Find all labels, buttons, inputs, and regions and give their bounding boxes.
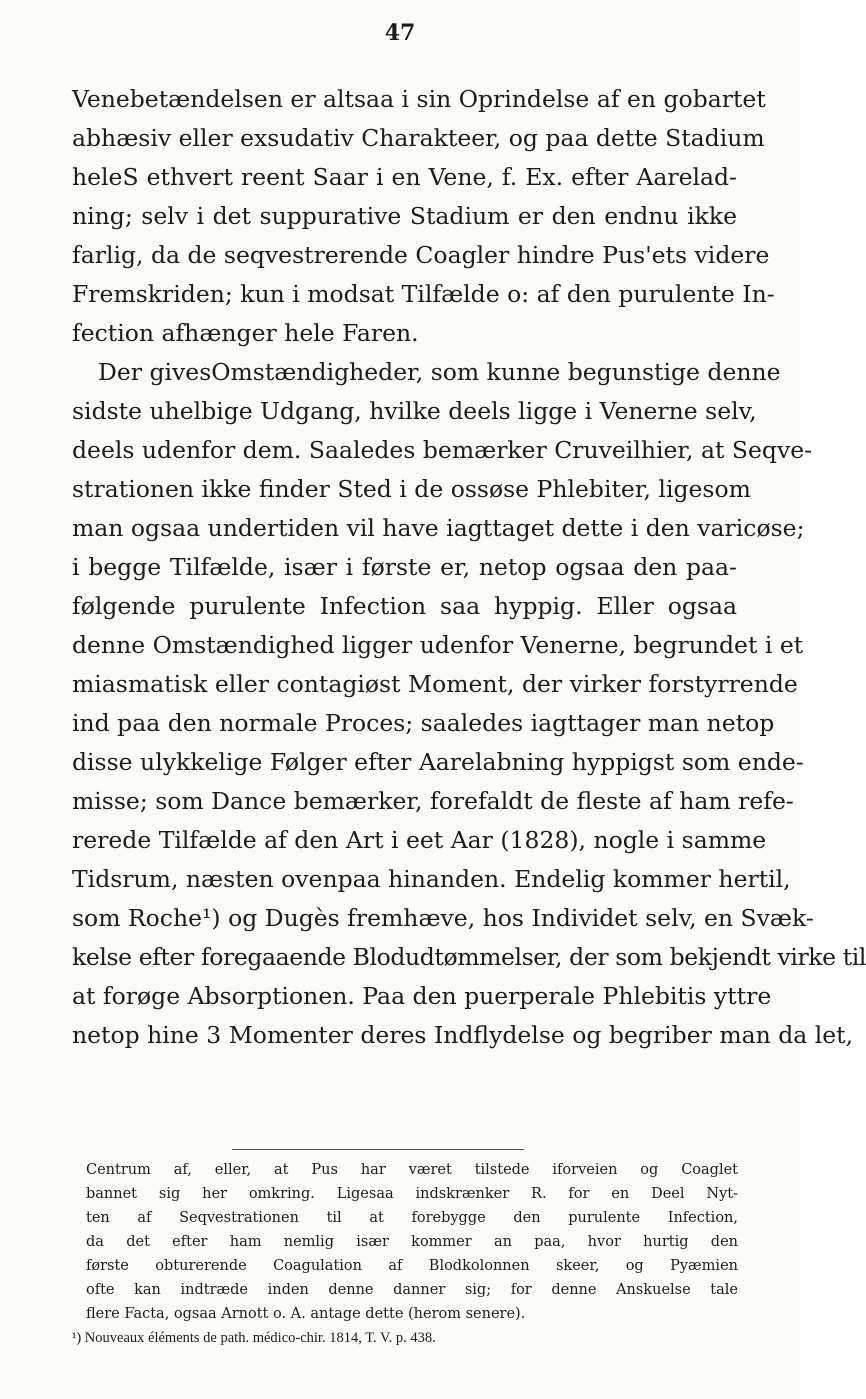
footnote-line: da det efter ham nemlig især kommer an paa, hvor hurtig den — [86, 1234, 738, 1250]
footnote-line: første obturerende Coagulation af Blodkolonnen skeer, og Pyæmien — [86, 1258, 738, 1274]
text-line: sidste uhelbige Udgang, hvilke deels ligge i Venerne selv, — [72, 397, 757, 425]
footnote-line: bannet sig her omkring. Ligesaa indskrænker R. for en Deel Nyt- — [86, 1186, 738, 1202]
text-line: ind paa den normale Proces; saaledes iagttager man netop — [72, 709, 775, 737]
text-line: i begge Tilfælde, især i første er, netop ogsaa den paa- — [72, 553, 737, 581]
text-line: kelse efter foregaaende Blodudtømmelser, der som bekjendt virke til — [72, 943, 866, 971]
text-line: farlig, da de seqvestrerende Coagler hindre Pus'ets videre — [72, 241, 770, 269]
footnote-line: ten af Seqvestrationen til at forebygge den purulente Infection, — [86, 1210, 738, 1226]
text-line: abhæsiv eller exsudativ Charakteer, og paa dette Stadium — [72, 124, 765, 152]
footnote-line: flere Facta, ogsaa Arnott o. A. antage dette (herom senere). — [86, 1306, 526, 1322]
text-line: heleS ethvert reent Saar i en Vene, f. Ex. efter Aarelad- — [72, 163, 737, 191]
text-line: netop hine 3 Momenter deres Indflydelse og begriber man da let, — [72, 1021, 854, 1049]
text-line: deels udenfor dem. Saaledes bemærker Cruveilhier, at Seqve- — [72, 436, 813, 464]
text-line: at forøge Absorptionen. Paa den puerperale Phlebitis yttre — [72, 982, 772, 1010]
text-line: som Roche¹) og Dugès fremhæve, hos Individet selv, en Svæk- — [72, 904, 814, 932]
footnote-reference: ¹) Nouveaux éléments de path. médico-chir. 1814, T. V. p. 438. — [72, 1330, 436, 1346]
text-line: ning; selv i det suppurative Stadium er den endnu ikke — [72, 202, 737, 230]
text-line: fection afhænger hele Faren. — [72, 319, 419, 347]
text-line: strationen ikke finder Sted i de ossøse Phlebiter, ligesom — [72, 475, 751, 503]
text-line: Tidsrum, næsten ovenpaa hinanden. Endelig kommer hertil, — [72, 865, 791, 893]
text-line: man ogsaa undertiden vil have iagttaget dette i den varicøse; — [72, 514, 805, 542]
footnotes — [72, 1158, 738, 1350]
text-line: Der givesOmstændigheder, som kunne begunstige denne — [98, 358, 781, 386]
text-line: rerede Tilfælde af den Art i eet Aar (1828), nogle i samme — [72, 826, 767, 854]
text-line: følgende purulente Infection saa hyppig. Eller ogsaa — [72, 592, 737, 620]
footnote-divider — [232, 1149, 524, 1150]
text-line: Venebetændelsen er altsaa i sin Oprindelse af en gobartet — [72, 85, 766, 113]
page-number: 47 — [384, 20, 416, 46]
footnote-line: ofte kan indtræde inden denne danner sig; for denne Anskuelse tale — [86, 1282, 738, 1298]
main-text — [72, 80, 866, 1055]
text-line: denne Omstændighed ligger udenfor Venerne, begrundet i et — [72, 631, 804, 659]
text-line: disse ulykkelige Følger efter Aarelabning hyppigst som ende- — [72, 748, 804, 776]
text-line: Fremskriden; kun i modsat Tilfælde o: af den purulente In- — [72, 280, 775, 308]
footnote-line: Centrum af, eller, at Pus har været tilstede iforveien og Coaglet — [86, 1162, 738, 1178]
text-line: misse; som Dance bemærker, forefaldt de fleste af ham refe- — [72, 787, 794, 815]
text-line: miasmatisk eller contagiøst Moment, der virker forstyrrende — [72, 670, 798, 698]
